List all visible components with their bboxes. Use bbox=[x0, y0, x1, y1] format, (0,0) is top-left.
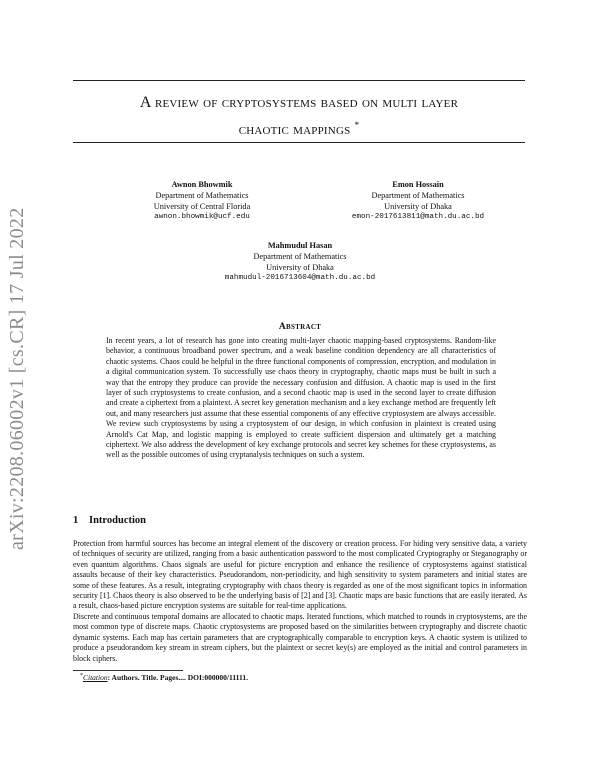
intro-paragraph-2: Discrete and continuous temporal domains are allocated to chaotic maps. Iterated functions, which matched to rounds in cryptosystems, are the most common type of discrete maps. Chaotic cryptosystems are proposed based on the similarities between cryptography and discrete chaotic dynamic systems. Each map has certain parameters that are cryptographically comparable to encryption keys. A chaotic system is utilized to produce a pseudorandom key stream in stream ciphers, but the plaintext or secret key(s) are employed as the initial and control parameters in block ciphers. bbox=[73, 612, 527, 663]
title-top-rule bbox=[73, 80, 525, 81]
citation-link[interactable]: Citation bbox=[83, 673, 108, 682]
intro-paragraph-1: Protection from harmful sources has become an integral element of the discovery or creation process. For hiding very sensitive data, a variety of techniques of security are utilized, ranging from a basic authentication password to the most complicated Cryptography or Steganography or even quantum algorithms. Chaos signals are useful for picture encryption and enhance the resilience of cryptosystems against statistical assaults because of their key characteristics. Pseudorandom, non-periodicity, and high sensitivity to system parameters and initial states are some of these features. As a result, integrating cryptography with chaos theory is regarded as one of the most significant topics in information security [1]. Chaos theory is also observed to be the underlying basis of [2] and [3]. Chaotic maps are basic functions that are easily iterated. As a result, chaos-based picture encryption systems are suitable for real-time applications. bbox=[73, 539, 527, 611]
author-block bbox=[200, 241, 400, 284]
title-line-2: chaotic mappings * bbox=[238, 120, 360, 138]
author-name: Mahmudul Hasan bbox=[267, 241, 333, 250]
arxiv-identifier: arXiv:2208.06002v1 [cs.CR] 17 Jul 2022 bbox=[6, 207, 28, 550]
author-email[interactable]: awnon.bhowmik@ucf.edu bbox=[154, 213, 250, 222]
section-title: Introduction bbox=[89, 515, 146, 526]
author-email[interactable]: emon-2017613811@math.du.ac.bd bbox=[351, 213, 485, 222]
author-univ: University of Dhaka bbox=[266, 262, 334, 272]
title-line-1: A review of cryptosystems based on multi layer bbox=[139, 94, 459, 111]
author-dept: Department of Mathematics bbox=[253, 251, 347, 261]
author-univ: University of Central Florida bbox=[153, 201, 251, 211]
paper-title bbox=[73, 92, 525, 141]
footnote-rule bbox=[73, 670, 183, 671]
author-block bbox=[102, 180, 302, 223]
author-name: Awnon Bhowmik bbox=[171, 180, 233, 189]
section-heading bbox=[73, 515, 146, 526]
footnote bbox=[80, 673, 248, 682]
footnote-text: : Authors. Title. Pages.... DOI:000000/11111. bbox=[107, 673, 248, 682]
author-email[interactable]: mahmudul-2016713604@math.du.ac.bd bbox=[224, 274, 376, 283]
title-bottom-rule bbox=[73, 142, 525, 143]
title-footnote-mark: * bbox=[354, 120, 360, 130]
author-block bbox=[318, 180, 518, 223]
abstract-text: In recent years, a lot of research has gone into creating multi-layer chaotic mapping-based cryptosystems. Random-like behavior, a continuous broadband power spectrum, and a weak baseline condition dependency are all characteristics of chaotic systems. Chaos could be helpful in the three functional components of compression, encryption, and modulation in a digital communication system. To successfully use chaos theory in cryptography, chaotic maps must be built in such a way that the entropy they produce can provide the necessary confusion and diffusion. A chaotic map is used in the first layer of such cryptosystems to create confusion, and a second chaotic map is used in the second layer to create diffusion and create a ciphertext from a plaintext. A secret key generation mechanism and a key exchange method are frequently left out, and many researchers just assume that these essential components of any effective cryptosystem are always accessible. We review such cryptosystems by using a cryptosystem of our design, in which confusion in plaintext is created using Arnold's Cat Map, and logistic mapping is employed to create sufficient dispersion and ultimately get a matching ciphertext. We also address the development of key exchange protocols and secret key schemes for these cryptosystems, as well as the possible outcomes of using cryptanalysis techniques on such a system. bbox=[106, 336, 496, 460]
author-dept: Department of Mathematics bbox=[371, 190, 465, 200]
section-number: 1 bbox=[73, 515, 79, 526]
author-name: Emon Hossain bbox=[392, 180, 444, 189]
author-dept: Department of Mathematics bbox=[155, 190, 249, 200]
author-univ: University of Dhaka bbox=[384, 201, 452, 211]
abstract-heading: Abstract bbox=[278, 322, 322, 332]
footnote-mark: * bbox=[80, 673, 83, 679]
